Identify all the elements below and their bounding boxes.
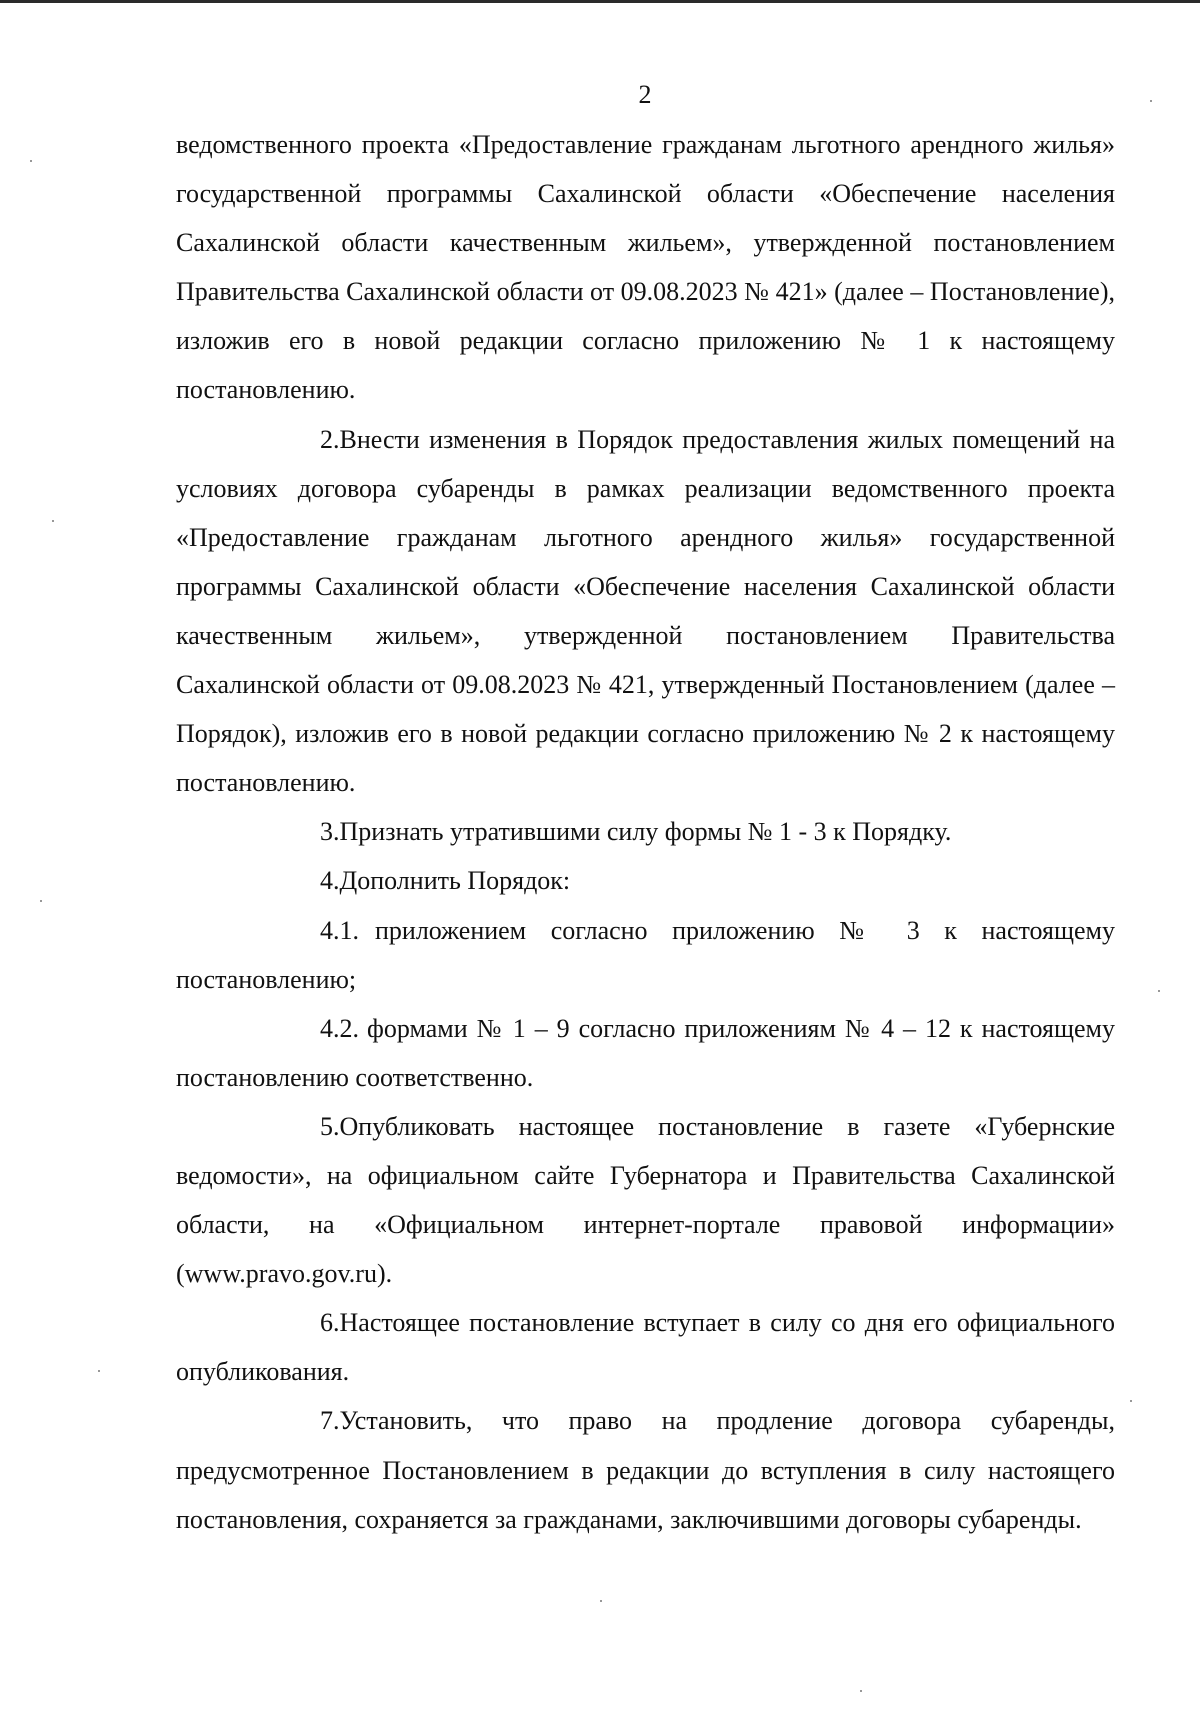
- paragraph-text: ведомственного проекта «Предоставление гражданам льготного арендного жилья» государственной программы Сахалинской области «Обеспечение населения Сахалинской области качественным жильем», утвержденной постановлением Правительства Сахалинской области от 09.08.2023 № 421» (далее – Постановление), изложив его в новой редакции согласно приложению № 1 к настоящему постановлению.: [176, 130, 1115, 405]
- paragraph-item-7: [176, 1396, 1115, 1543]
- paragraph-text: Признать утратившими силу формы № 1 - 3 к Порядку.: [339, 817, 952, 847]
- paragraph-number: 7.: [320, 1406, 340, 1436]
- page-top-edge: [0, 0, 1200, 3]
- scan-speck: [30, 160, 32, 162]
- scan-speck: [98, 1370, 100, 1372]
- paragraph-text: Дополнить Порядок:: [339, 866, 571, 896]
- paragraph-text: приложением согласно приложению № 3 к настоящему постановлению;: [176, 915, 1115, 994]
- paragraph-item-4-2: [176, 1004, 1115, 1102]
- scan-speck: [52, 520, 54, 522]
- paragraph-item-6: [176, 1298, 1115, 1396]
- paragraph-number: 3.: [320, 817, 340, 847]
- scan-speck: [1150, 100, 1152, 102]
- paragraph-number: 6.: [320, 1308, 340, 1338]
- paragraph-number: 4.2.: [320, 1013, 359, 1043]
- paragraph-number: 4.: [320, 866, 340, 896]
- paragraph-text: Внести изменения в Порядок предоставления жилых помещений на условиях договора субаренды в рамках реализации ведомственного проекта «Предоставление гражданам льготного арендного жилья» государственной программы Сахалинской области «Обеспечение населения Сахалинской области качественным жильем», утвержденной постановлением Правительства Сахалинской области от 09.08.2023 № 421, утвержденный Постановлением (далее – Порядок), изложив его в новой редакции согласно приложению № 2 к настоящему постановлению.: [176, 424, 1115, 798]
- scan-speck: [600, 1600, 602, 1602]
- scan-speck: [40, 900, 42, 902]
- paragraph-continuation: [176, 120, 1115, 415]
- paragraph-item-3: [176, 807, 1115, 856]
- scan-speck: [860, 1690, 862, 1692]
- paragraph-number: 4.1.: [320, 915, 359, 945]
- document-body: [176, 120, 1115, 1544]
- paragraph-item-5: [176, 1102, 1115, 1298]
- paragraph-item-4-1: [176, 906, 1115, 1004]
- page-number: 2: [638, 80, 652, 109]
- paragraph-item-4: [176, 856, 1115, 905]
- paragraph-number: 2.: [320, 424, 340, 454]
- paragraph-text: Опубликовать настоящее постановление в газете «Губернские ведомости», на официальном сайте Губернатора и Правительства Сахалинской области, на «Официальном интернет-портале правовой информации» (www.pravo.gov.ru).: [176, 1111, 1115, 1289]
- scan-speck: [1130, 1400, 1132, 1402]
- paragraph-text: Настоящее постановление вступает в силу со дня его официального опубликования.: [176, 1308, 1115, 1387]
- paragraph-number: 5.: [320, 1111, 340, 1141]
- paragraph-item-2: [176, 415, 1115, 808]
- paragraph-text: Установить, что право на продление договора субаренды, предусмотренное Постановлением в редакции до вступления в силу настоящего постановления, сохраняется за гражданами, заключившими договоры субаренды.: [176, 1406, 1115, 1534]
- scan-speck: [1158, 990, 1160, 992]
- paragraph-text: формами № 1 – 9 согласно приложениям № 4 – 12 к настоящему постановлению соответственно.: [176, 1013, 1115, 1092]
